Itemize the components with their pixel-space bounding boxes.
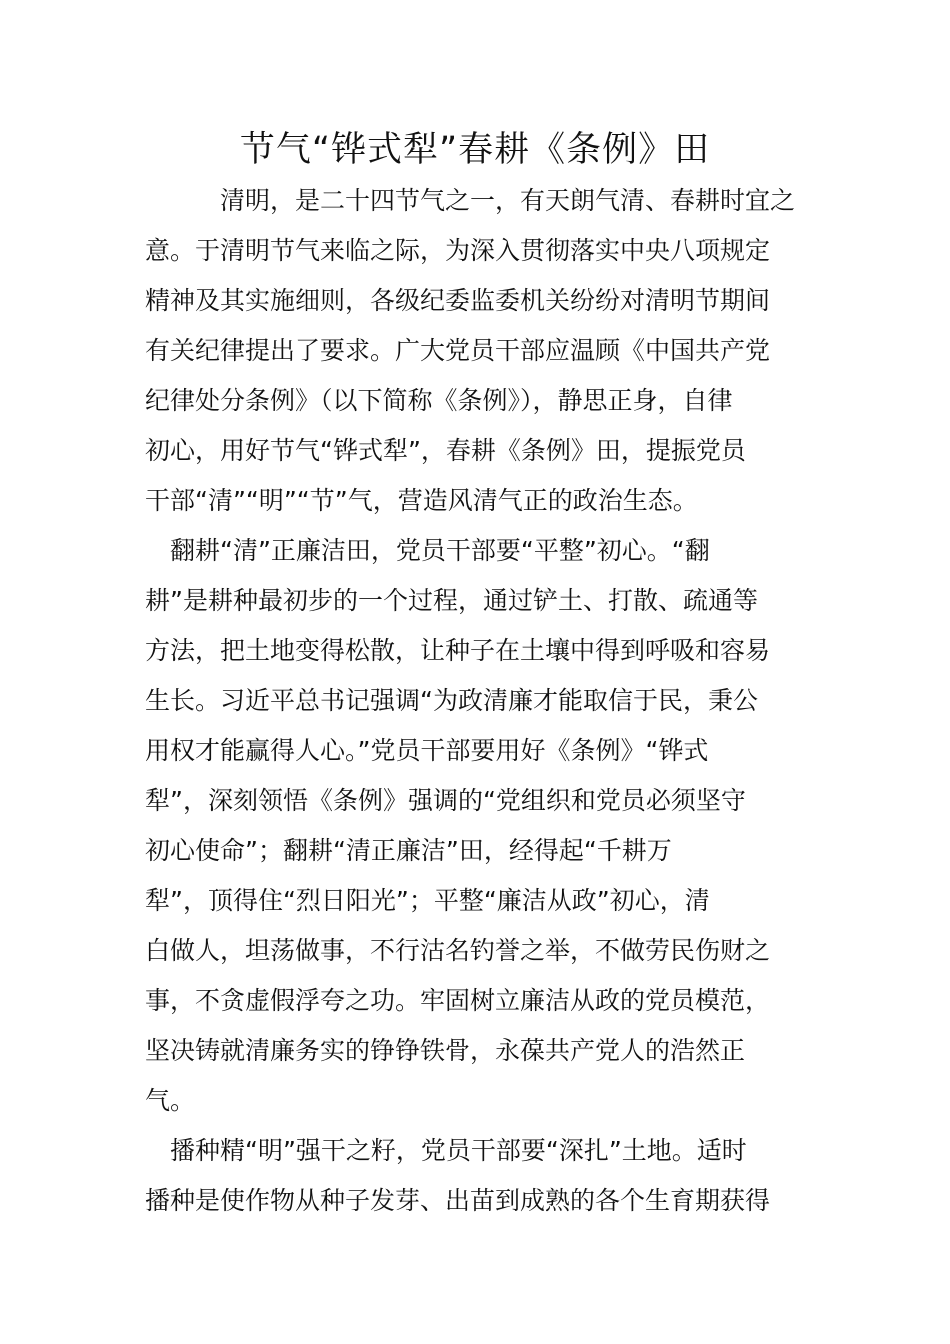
body-line: 干部“清”“明”“节”气，营造风清气正的政治生态。 xyxy=(145,486,698,515)
body-line: 精神及其实施细则，各级纪委监委机关纷纷对清明节期间 xyxy=(145,286,771,315)
body-line: 初心使命”；翻耕“清正廉洁”田，经得起“千耕万 xyxy=(145,836,672,865)
body-line: 耕”是耕种最初步的一个过程，通过铲土、打散、疏通等 xyxy=(145,586,758,615)
body-line: 事，不贪虚假浮夸之功。牢固树立廉洁从政的党员模范， xyxy=(145,986,771,1015)
body-line: 生长。习近平总书记强调“为政清廉才能取信于民，秉公 xyxy=(145,686,758,715)
body-line: 有关纪律提出了要求。广大党员干部应温顾《中国共产党 xyxy=(145,336,771,365)
body-line: 犁”，深刻领悟《条例》强调的“党组织和党员必须坚守 xyxy=(145,786,746,815)
body-line: 清明，是二十四节气之一，有天朗气清、春耕时宜之 xyxy=(145,186,796,215)
body-line: 坚决铸就清廉务实的铮铮铁骨，永葆共产党人的浩然正 xyxy=(145,1036,746,1065)
body-line: 纪律处分条例》（以下简称《条例》），静思正身，自律 xyxy=(145,386,733,415)
body-line: 意。于清明节气来临之际，为深入贯彻落实中央八项规定 xyxy=(145,236,771,265)
body-line: 播种是使作物从种子发芽、出苗到成熟的各个生育期获得 xyxy=(145,1186,771,1215)
body-line: 方法，把土地变得松散，让种子在土壤中得到呼吸和容易 xyxy=(145,636,771,665)
document-title: 节气“铧式犁”春耕《条例》田 xyxy=(239,130,711,170)
document-body xyxy=(145,176,810,1226)
body-line: 气。 xyxy=(145,1086,196,1115)
body-line: 翻耕“清”正廉洁田，党员干部要“平整”初心。“翻 xyxy=(145,536,710,565)
body-line: 白做人，坦荡做事，不行沽名钓誉之举，不做劳民伤财之 xyxy=(145,936,771,965)
body-line: 初心，用好节气“铧式犁”，春耕《条例》田，提振党员 xyxy=(145,436,746,465)
body-line: 用权才能赢得人心。”党员干部要用好《条例》“铧式 xyxy=(145,736,709,765)
body-line: 播种精“明”强干之籽，党员干部要“深扎”土地。适时 xyxy=(145,1136,747,1165)
body-line: 犁”，顶得住“烈日阳光”；平整“廉洁从政”初心，清 xyxy=(145,886,710,915)
